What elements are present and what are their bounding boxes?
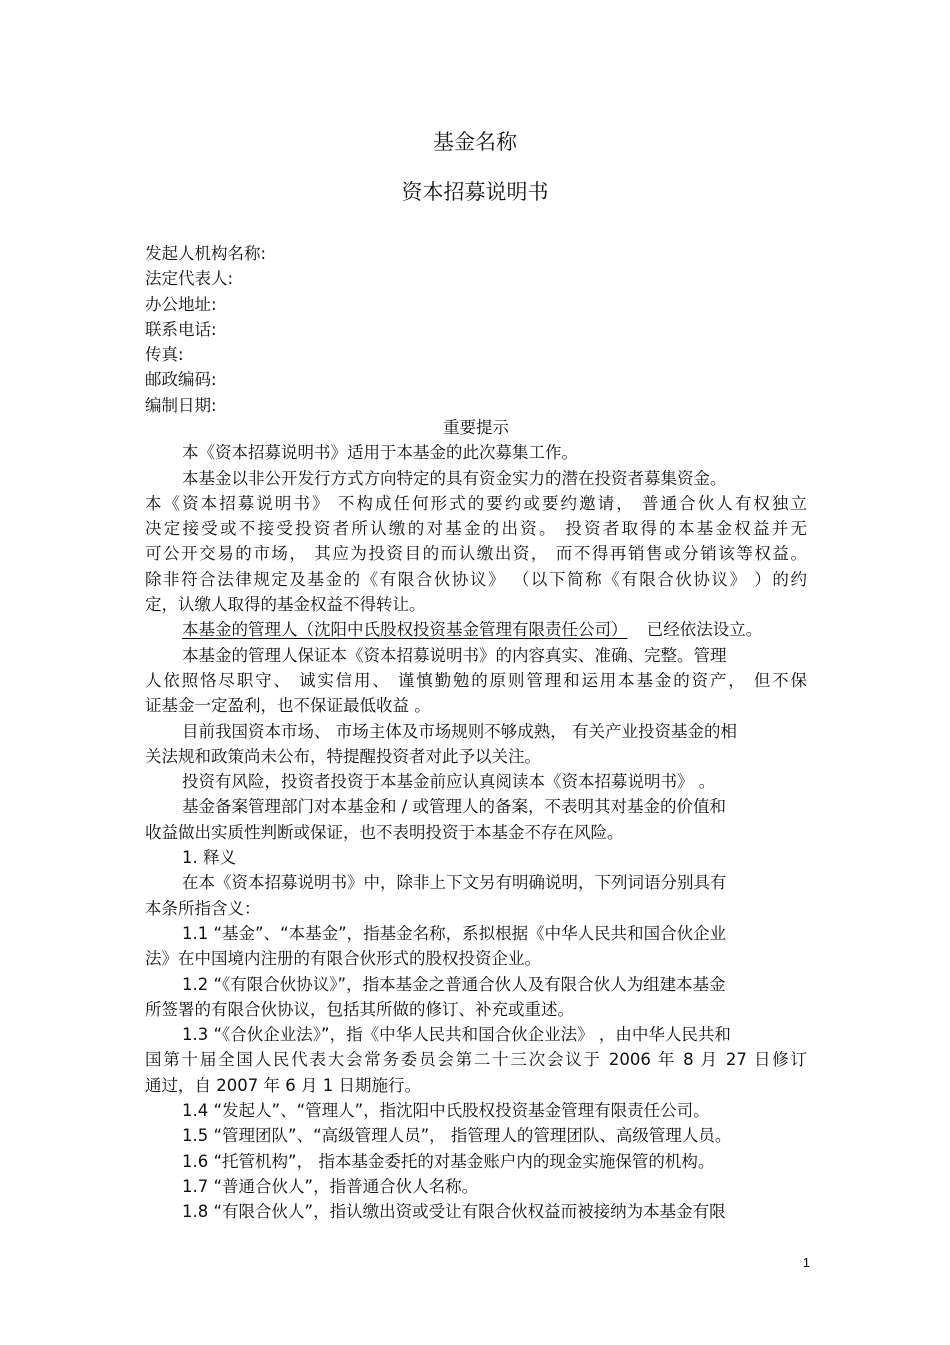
text-line: 本基金以非公开发行方式方向特定的具有资金实力的潜在投资者募集资金。 (182, 468, 727, 488)
text-line: 目前我国资本市场、 市场主体及市场规则不够成熟， 有关产业投资基金的相 (182, 721, 737, 741)
manager-name-underlined: 本基金的管理人（沈阳中氏股权投资基金管理有限责任公司） (182, 620, 628, 640)
field-fax: 传真: (145, 345, 184, 365)
text-line: 除非符合法律规定及基金的《有限合伙协议》 （以下简称《有限合伙协议》 ）的约 (145, 569, 807, 589)
text-line-manager (145, 617, 807, 642)
definition-line: 1.2 “《有限合伙协议》”，指本基金之普通合伙人及有限合伙人为组建本基金 (182, 974, 726, 994)
definition-line: 1.6 “托管机构”， 指本基金委托的对基金账户内的现金实施保管的机构。 (182, 1151, 715, 1171)
text-line: 本《资本招募说明书》 不构成任何形式的要约或要约邀请， 普通合伙人有权独立 (145, 493, 807, 513)
fund-name-title: 基金名称 (433, 130, 517, 154)
text-line: 在本《资本招募说明书》中，除非上下文另有明确说明，下列词语分别具有 (182, 873, 727, 893)
text-line: 通过，自 2007 年 6 月 1 日期施行。 (145, 1075, 421, 1095)
text-segment: 已经依法设立。 (646, 620, 763, 640)
definition-line: 1.3 “《合伙企业法》”，指《中华人民共和国合伙企业法》 ，由中华人民共和 (182, 1025, 731, 1045)
definition-line: 1.7 “普通合伙人”，指普通合伙人名称。 (182, 1176, 479, 1196)
section-heading: 1. 释义 (182, 848, 236, 868)
field-postal-code: 邮政编码: (145, 370, 217, 390)
text-line: 关法规和政策尚未公布，特提醒投资者对此予以关注。 (145, 746, 541, 766)
definition-line: 1.8 “有限合伙人”，指认缴出资或受让有限合伙权益而被接纳为本基金有限 (182, 1202, 726, 1222)
definition-line: 1.4 “发起人”、“管理人”，指沈阳中氏股权投资基金管理有限责任公司。 (182, 1101, 710, 1121)
text-line: 投资有风险，投资者投资于本基金前应认真阅读本《资本招募说明书》 。 (182, 772, 716, 792)
text-line: 本《资本招募说明书》适用于本基金的此次募集工作。 (182, 443, 578, 463)
text-line: 所签署的有限合伙协议，包括其所做的修订、补充或重述。 (145, 999, 574, 1019)
field-phone: 联系电话: (145, 319, 217, 339)
text-line: 收益做出实质性判断或保证，也不表明投资于本基金不存在风险。 (145, 822, 624, 842)
notice-heading: 重要提示 (443, 418, 509, 437)
document-title: 资本招募说明书 (401, 180, 549, 204)
text-line: 决定接受或不接受投资者所认缴的对基金的出资。 投资者取得的本基金权益并无 (145, 519, 807, 539)
field-sponsor-name: 发起人机构名称: (145, 244, 267, 263)
field-office-address: 办公地址: (145, 294, 217, 314)
definition-line: 1.1 “基金”、“本基金”，指基金名称，系拟根据《中华人民共和国合伙企业 (182, 923, 727, 943)
text-line: 证基金一定盈利，也不保证最低收益 。 (145, 696, 431, 716)
text-line: 本条所指含义： (145, 898, 261, 918)
definition-line: 1.5 “管理团队”、“高级管理人员”， 指管理人的管理团队、高级管理人员。 (182, 1126, 732, 1146)
text-line: 法》在中国境内注册的有限合伙形式的股权投资企业。 (145, 949, 541, 969)
text-line: 基金备案管理部门对本基金和 / 或管理人的备案，不表明其对基金的价值和 (182, 797, 727, 817)
sponsor-info-block (145, 241, 266, 418)
text-line: 定，认缴人取得的基金权益不得转让。 (145, 595, 426, 615)
text-line: 本基金的管理人保证本《资本招募说明书》的内容真实、准确、完整。管理 (182, 645, 727, 665)
page-number: 1 (802, 1255, 810, 1270)
field-legal-representative: 法定代表人: (145, 269, 234, 289)
field-compile-date: 编制日期: (145, 395, 217, 415)
text-line: 人依照恪尽职守、 诚实信用、 谨慎勤勉的原则管理和运用本基金的资产， 但不保 (145, 670, 807, 690)
text-line: 国第十届全国人民代表大会常务委员会第二十三次会议于 2006 年 8 月 27 日修订 (145, 1050, 807, 1070)
document-body (145, 415, 807, 1225)
text-line: 可公开交易的市场， 其应为投资目的而认缴出资， 而不得再销售或分销该等权益。 (145, 544, 807, 564)
